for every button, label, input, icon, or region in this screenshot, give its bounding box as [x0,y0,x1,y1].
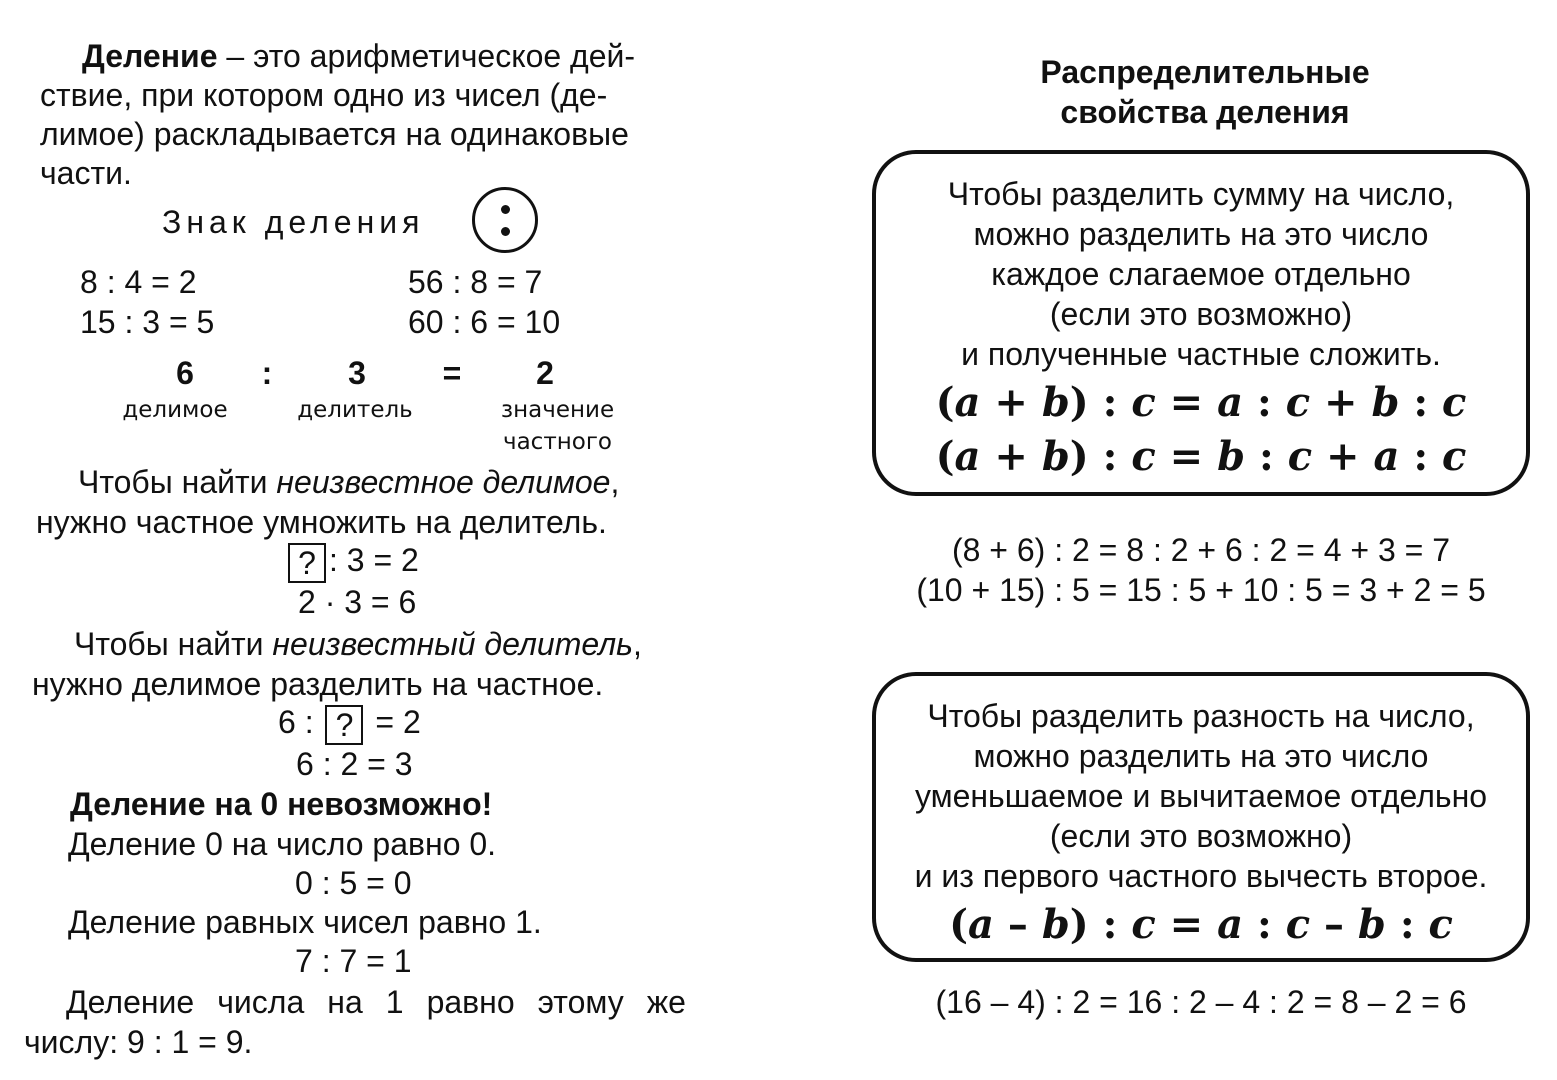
word: Деление [66,984,195,1020]
sum-formula-2: (a + b) : c = b : c + a : c [935,433,1467,480]
sum-formula-1: (a + b) : c = a : c + b : c [935,379,1467,426]
zero-division-rule: Деление на 0 невозможно! [70,786,493,822]
distributive-title [1000,52,1410,132]
equal-numbers-text: Деление равных чисел равно 1. [68,904,542,940]
division-sign-icon [472,187,538,253]
definition-line-4: части. [40,155,132,191]
divide-by-one-line-2: числу: 9 : 1 = 9. [24,1024,253,1060]
equation-rest: : 3 = 2 [329,542,419,578]
unknown-divisor-rule [32,624,692,704]
example-right-2: 60 : 6 = 10 [408,304,561,340]
unknown-divisor-line-2: нужно делимое разделить на частное. [32,666,604,702]
diff-rule-line: и из первого частного вычесть второе. [914,858,1488,894]
unknown-dividend-rule [36,462,692,542]
unknown-divisor-equation [278,702,421,745]
definition-line-1: – это арифметическое дей- [217,38,636,74]
equals-sign: = [442,355,462,391]
divisor-value: 3 [348,355,366,391]
unknown-dividend-equation [288,540,419,583]
difference-example: (16 – 4) : 2 = 16 : 2 – 4 : 2 = 8 – 2 = 6 [935,984,1467,1020]
diff-rule-line: (если это возможно) [1049,818,1353,854]
word: равно [426,984,515,1020]
sum-rule-line: Чтобы разделить сумму на число, [947,176,1455,212]
equal-numbers-example: 7 : 7 = 1 [295,943,412,979]
unknown-box: ? [288,543,326,583]
unknown-dividend-check: 2 · 3 = 6 [298,584,417,620]
equation-start: 6 : [278,704,314,740]
division-sign-label: Знак деления [162,204,425,240]
example-right-1: 56 : 8 = 7 [408,264,543,300]
sum-example-1: (8 + 6) : 2 = 8 : 2 + 6 : 2 = 4 + 3 = 7 [951,532,1451,568]
division-definition [40,36,700,192]
rule-comma: , [610,464,620,500]
sum-example-2: (10 + 15) : 5 = 15 : 5 + 10 : 5 = 3 + 2 = 5 [916,572,1486,608]
sum-rule-line: каждое слагаемое отдельно [991,256,1411,292]
word: же [646,984,686,1020]
rule-comma: , [632,626,642,662]
rule-intro: Чтобы найти [74,626,273,662]
quotient-label-1: значение [500,397,615,423]
unknown-divisor-term: неизвестный делитель [272,626,633,662]
difference-formula: (a – b) : c = a : c – b : c [949,901,1453,948]
sum-division-rule-box [872,150,1530,496]
sum-rule-line: (если это возможно) [1049,296,1353,332]
divide-by-one-line-1 [66,982,686,1022]
title-line-1: Распределительные [1040,54,1370,90]
divisor-label: делитель [297,397,413,423]
equation-rest: = 2 [375,704,421,740]
definition-term: Деление [82,38,218,74]
difference-division-rule-box [872,672,1530,962]
word: этому [537,984,624,1020]
word: числа [217,984,305,1020]
definition-line-2: ствие, при котором одно из чисел (де- [40,77,608,113]
zero-dividend-text: Деление 0 на число равно 0. [68,826,497,862]
diff-rule-line: Чтобы разделить разность на число, [927,698,1475,734]
unknown-divisor-check: 6 : 2 = 3 [296,746,413,782]
division-operator: : [261,355,273,391]
word: 1 [385,984,404,1020]
rule-intro: Чтобы найти [78,464,277,500]
definition-line-3: лимое) раскладывается на одинаковые [40,116,629,152]
diff-rule-line: уменьшаемое и вычитаемое отдельно [914,778,1488,814]
unknown-dividend-term: неизвестное делимое [276,464,611,500]
quotient-value: 2 [536,355,554,391]
dividend-value: 6 [176,355,194,391]
dividend-label: делимое [122,397,228,423]
example-left-1: 8 : 4 = 2 [80,264,197,300]
unknown-box: ? [325,705,363,745]
quotient-label-2: частного [503,429,612,455]
word: на [327,984,363,1020]
zero-dividend-example: 0 : 5 = 0 [295,865,412,901]
title-line-2: свойства деления [1060,94,1350,130]
sum-rule-line: и полученные частные сложить. [961,336,1441,372]
sum-rule-line: можно разделить на это число [973,216,1429,252]
example-left-2: 15 : 3 = 5 [80,304,215,340]
diff-rule-line: можно разделить на это число [973,738,1429,774]
unknown-dividend-line-2: нужно частное умножить на делитель. [36,504,607,540]
